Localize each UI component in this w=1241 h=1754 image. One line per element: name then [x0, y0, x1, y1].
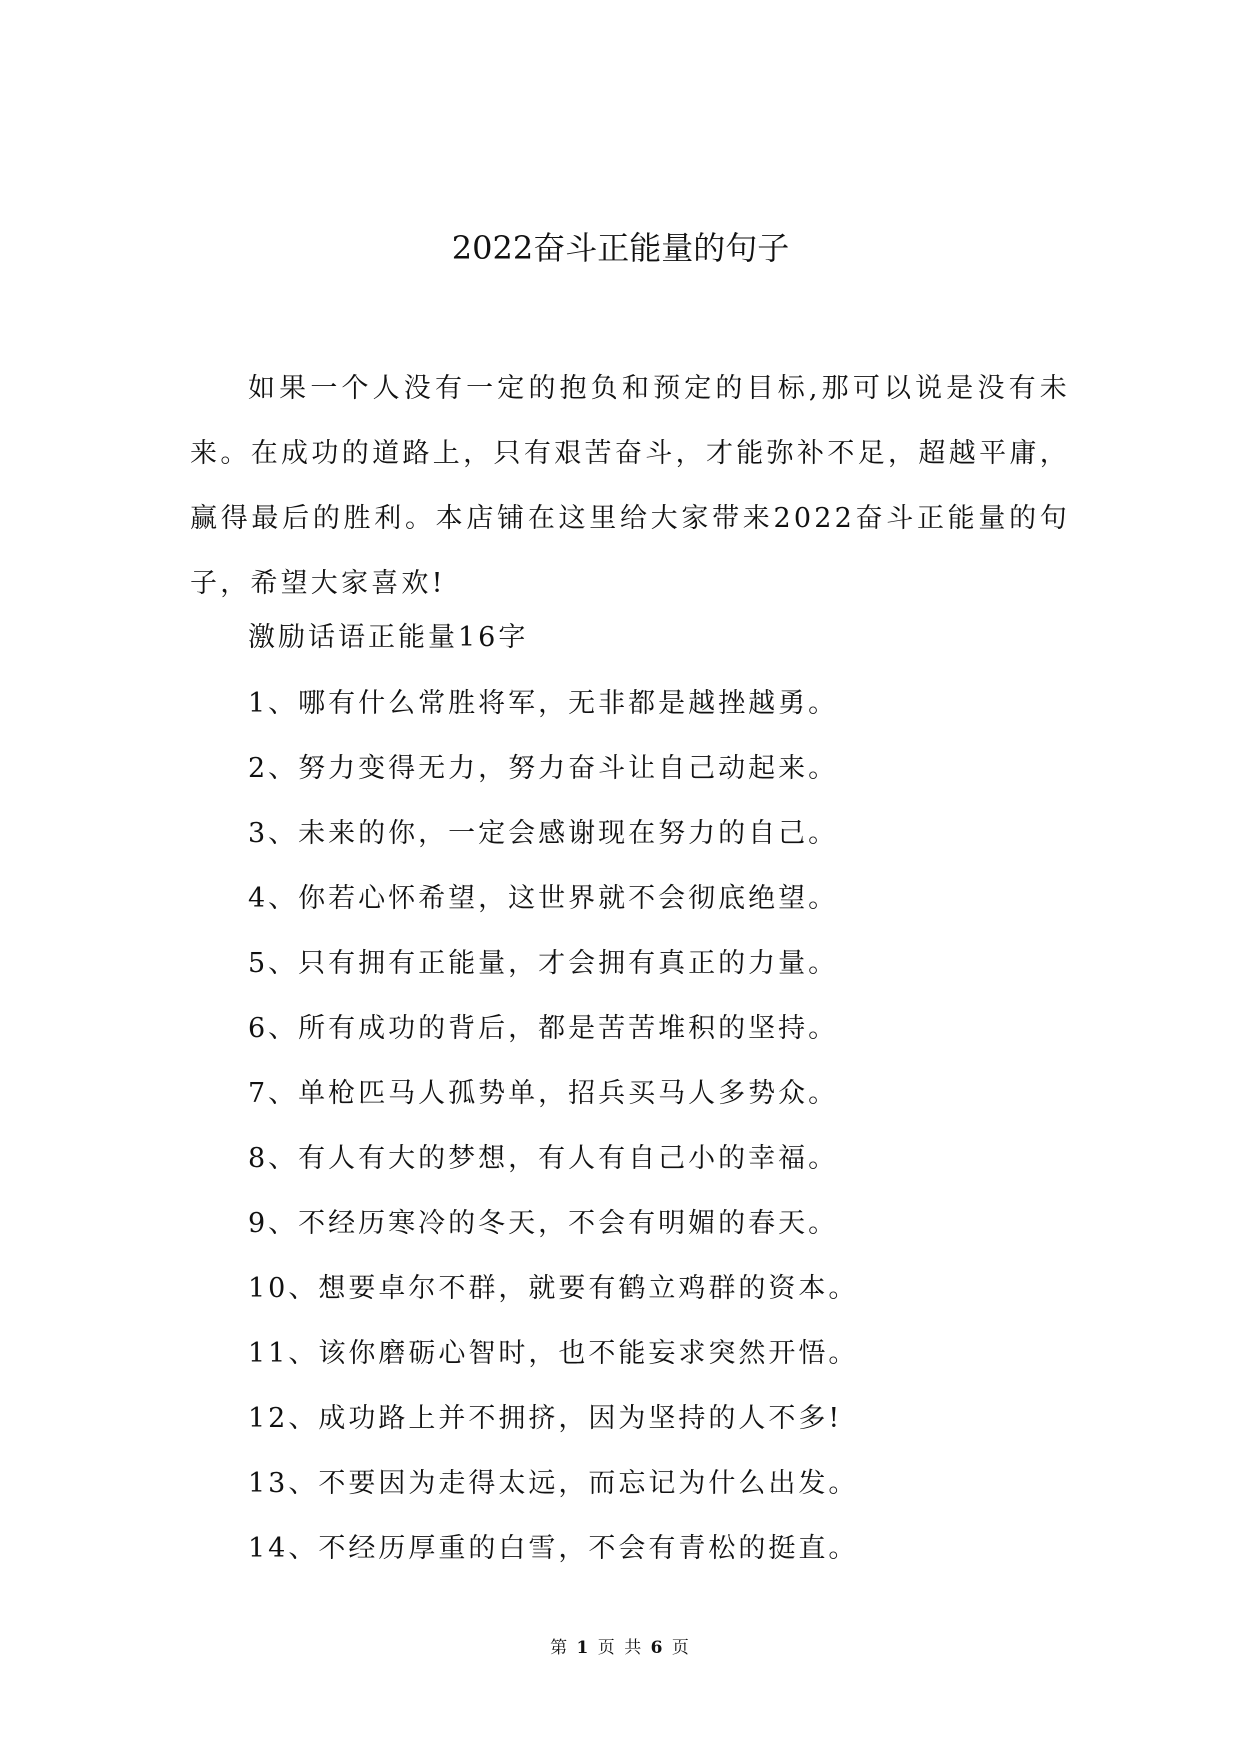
footer-middle: 页 共 [597, 1638, 644, 1658]
footer-total-pages: 6 [650, 1638, 665, 1658]
list-item: 3、未来的你，一定会感谢现在努力的自己。 [248, 818, 839, 849]
footer-suffix: 页 [671, 1638, 691, 1658]
list-item: 12、成功路上并不拥挤，因为坚持的人不多! [248, 1403, 843, 1434]
list-item: 10、想要卓尔不群，就要有鹤立鸡群的资本。 [248, 1273, 859, 1304]
intro-paragraph: 如果一个人没有一定的抱负和预定的目标,那可以说是没有未来。在成功的道路上，只有艰苦奋斗，才能弥补不足，超越平庸，赢得最后的胜利。本店铺在这里给大家带来2022奋斗正能量的句子，希望大家喜欢! [190, 373, 1070, 599]
list-item: 7、单枪匹马人孤势单，招兵买马人多势众。 [248, 1078, 839, 1109]
list-item: 6、所有成功的背后，都是苦苦堆积的坚持。 [248, 1013, 839, 1044]
list-item: 4、你若心怀希望，这世界就不会彻底绝望。 [248, 883, 839, 914]
list-item: 14、不经历厚重的白雪，不会有青松的挺直。 [248, 1533, 859, 1564]
list-item: 13、不要因为走得太远，而忘记为什么出发。 [248, 1468, 859, 1499]
list-item: 5、只有拥有正能量，才会拥有真正的力量。 [248, 948, 839, 979]
footer-prefix: 第 [550, 1638, 570, 1658]
list-item: 8、有人有大的梦想，有人有自己小的幸福。 [248, 1143, 839, 1174]
list-item: 1、哪有什么常胜将军，无非都是越挫越勇。 [248, 688, 839, 719]
list-item: 9、不经历寒冷的冬天，不会有明媚的春天。 [248, 1208, 839, 1239]
list-item: 11、该你磨砺心智时，也不能妄求突然开悟。 [248, 1338, 859, 1369]
footer-page-number: 1 [576, 1638, 591, 1658]
list-item: 2、努力变得无力，努力奋斗让自己动起来。 [248, 753, 839, 784]
document-title: 2022奋斗正能量的句子 [451, 229, 790, 267]
page-footer [0, 1636, 1241, 1660]
section-heading: 激励话语正能量16字 [248, 622, 529, 653]
quote-list [248, 682, 858, 1592]
